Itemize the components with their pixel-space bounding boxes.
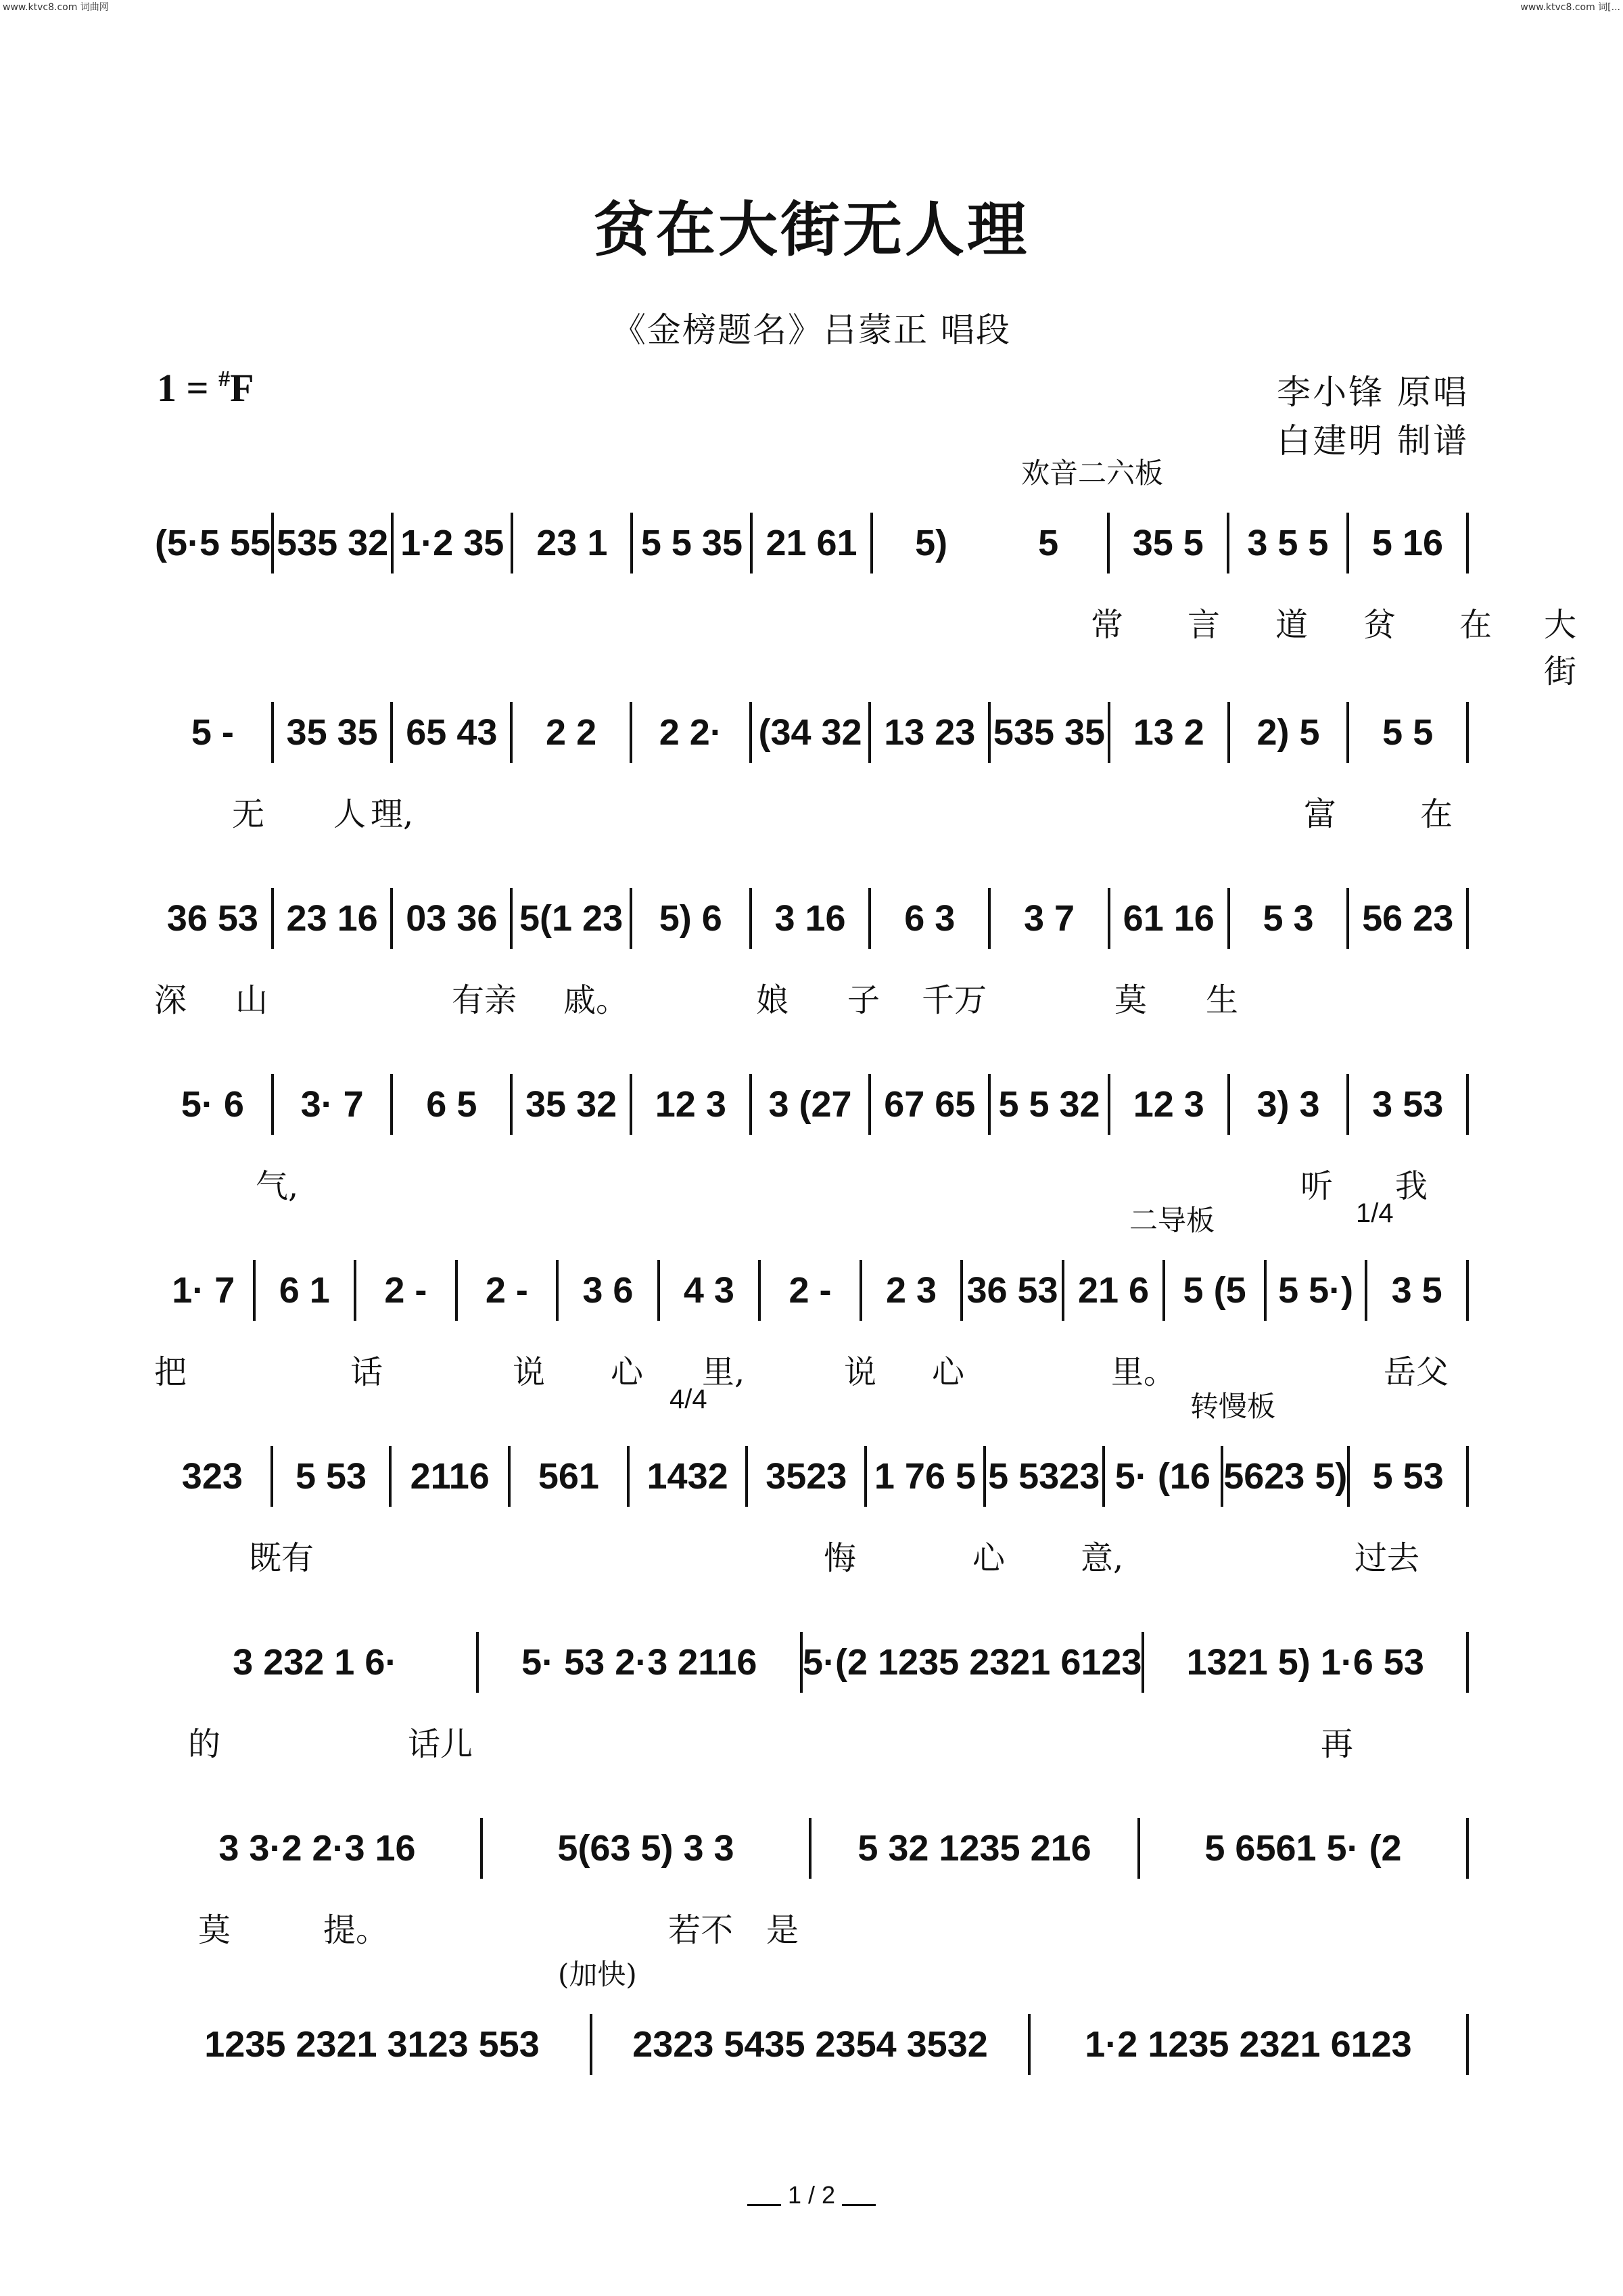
note-group: 5 — [1038, 523, 1059, 563]
lyric: 是 — [766, 1911, 799, 1949]
note-group: 3 6 — [582, 1270, 634, 1311]
notation-row — [154, 1816, 1469, 1881]
note-group: 5 (5 — [1183, 1270, 1246, 1311]
footer-rule-right — [842, 2204, 876, 2206]
sharp-symbol: # — [218, 367, 231, 392]
lyrics-row — [154, 1718, 1469, 1765]
music-system — [154, 1816, 1469, 1951]
lyric: 岳父 — [1384, 1353, 1449, 1391]
key-signature — [157, 365, 254, 411]
note-group: 5 5 — [1382, 712, 1434, 753]
note-group: 5 5323 — [988, 1456, 1100, 1497]
lyric: 里。 — [1111, 1353, 1177, 1391]
tempo-marking: 4/4 — [669, 1384, 707, 1414]
lyric: 过去 — [1355, 1539, 1420, 1577]
bar-line — [1466, 888, 1469, 949]
lyrics-row — [154, 974, 1469, 1021]
lyric: 话儿 — [408, 1725, 473, 1763]
watermark-left: www.ktvc8.com 词曲网 — [3, 2, 109, 13]
note-group: 21 61 — [766, 523, 857, 563]
lyric: 大街 — [1544, 606, 1577, 690]
note-group: 2116 — [410, 1456, 490, 1497]
note-group: 6 5 — [426, 1084, 477, 1125]
note-group: 323 — [181, 1456, 243, 1497]
note-group: 2 - — [789, 1270, 832, 1311]
lyrics-row — [154, 1532, 1469, 1579]
lyric: 提。 — [323, 1911, 389, 1949]
note-group: 35 32 — [525, 1084, 617, 1125]
note-group: 5 5·) — [1278, 1270, 1354, 1311]
note-group: 2323 5435 2354 3532 — [632, 2024, 988, 2065]
note-group: 3523 — [766, 1456, 847, 1497]
tempo-marking: (加快) — [558, 1958, 637, 1991]
note-group: 5 5 35 — [640, 523, 743, 563]
lyric: 山 — [235, 981, 268, 1019]
lyric: 戚。 — [563, 981, 629, 1019]
note-group: 21 6 — [1077, 1270, 1150, 1311]
key-prefix: 1 = — [157, 366, 219, 410]
lyric: 意, — [1081, 1539, 1124, 1577]
note-group: 5 - — [191, 712, 234, 753]
notation-row — [154, 1444, 1469, 1509]
note-group: 5· 6 — [181, 1084, 244, 1125]
lyric: 心 — [611, 1353, 644, 1391]
tempo-marking: 二导板 — [1129, 1204, 1215, 1237]
note-group: 03 36 — [406, 898, 498, 939]
note-group: 5623 5) — [1223, 1456, 1348, 1497]
lyric: 子 — [847, 981, 880, 1019]
note-group: 13 23 — [884, 712, 976, 753]
lyric: 心 — [972, 1539, 1006, 1577]
page-number — [0, 2181, 1623, 2209]
lyrics-row — [154, 788, 1469, 835]
note-group: 23 16 — [286, 898, 378, 939]
note-group: 3 16 — [774, 898, 846, 939]
note-group: 5) 6 — [659, 898, 722, 939]
lyric: 贫 — [1363, 606, 1396, 644]
bar-line — [1466, 1632, 1469, 1693]
note-group: 2 - — [485, 1270, 528, 1311]
notation-row — [154, 511, 1469, 576]
note-group: 36 53 — [166, 898, 258, 939]
note-group: 56 23 — [1362, 898, 1454, 939]
music-system — [154, 1072, 1469, 1207]
note-group: 1·2 35 — [400, 523, 504, 563]
note-group: 2 - — [384, 1270, 427, 1311]
music-system — [154, 1384, 1469, 1579]
notation-row — [154, 1630, 1469, 1695]
lyrics-row — [154, 1904, 1469, 1951]
note-group: 36 53 — [966, 1270, 1058, 1311]
lyric: 若不 — [668, 1911, 734, 1949]
note-group: 3 7 — [1023, 898, 1075, 939]
watermark-right: www.ktvc8.com 词[... — [1520, 2, 1620, 13]
lyric: 言 — [1187, 606, 1221, 644]
note-group: 35 35 — [286, 712, 378, 753]
note-group: 3 53 — [1372, 1084, 1444, 1125]
credit-transcriber: 白建明 制谱 — [1277, 421, 1469, 461]
note-group: 535 32 — [277, 523, 389, 563]
lyric: 把 — [154, 1353, 187, 1391]
note-group: 3) 3 — [1256, 1084, 1320, 1125]
note-group: 5 5 32 — [998, 1084, 1100, 1125]
note-group: 65 43 — [406, 712, 498, 753]
lyric: 理, — [371, 795, 414, 833]
lyric: 我 — [1395, 1167, 1428, 1205]
note-group: 5 16 — [1371, 523, 1444, 563]
lyric: 话 — [350, 1353, 383, 1391]
note-group: 1· 7 — [172, 1270, 235, 1311]
bar-line — [1466, 702, 1469, 763]
note-group: 5) — [915, 523, 948, 563]
note-group: 5· 53 2·3 2116 — [521, 1642, 757, 1683]
lyric: 道 — [1275, 606, 1309, 644]
note-group: 12 3 — [655, 1084, 726, 1125]
note-group: 2 2· — [659, 712, 722, 753]
bar-line — [1466, 1446, 1469, 1507]
lyric: 有亲 — [452, 981, 517, 1019]
note-group: 6 1 — [279, 1270, 330, 1311]
note-group: 2 3 — [885, 1270, 937, 1311]
note-group: 6 3 — [904, 898, 956, 939]
bar-line — [1466, 513, 1469, 573]
key-note: F — [230, 366, 254, 410]
lyric: 生 — [1206, 981, 1239, 1019]
lyric: 悔 — [824, 1539, 857, 1577]
note-group: 1·2 1235 2321 6123 — [1085, 2024, 1412, 2065]
note-group: 3 (27 — [768, 1084, 852, 1125]
note-group: 13 2 — [1133, 712, 1204, 753]
bar-line — [1466, 1260, 1469, 1321]
note-group: 3 5 5 — [1247, 523, 1329, 563]
bar-line — [1466, 1818, 1469, 1879]
note-group: 1321 5) 1·6 53 — [1186, 1642, 1424, 1683]
lyrics-row — [154, 599, 1577, 690]
note-group: 1235 2321 3123 553 — [204, 2024, 540, 2065]
lyric: 的 — [188, 1725, 221, 1763]
lyric: 人 — [333, 795, 367, 833]
note-group: 561 — [538, 1456, 599, 1497]
note-group: 5(1 23 — [519, 898, 624, 939]
music-system — [154, 1198, 1469, 1393]
notation-row — [154, 886, 1469, 951]
note-group: 5 53 — [1372, 1456, 1444, 1497]
note-group: 5 32 1235 216 — [857, 1828, 1091, 1869]
lyric: 千万 — [922, 981, 987, 1019]
music-system — [154, 700, 1469, 835]
lyric: 气, — [256, 1167, 299, 1205]
note-group: 23 1 — [536, 523, 608, 563]
lyric: 深 — [154, 981, 187, 1019]
lyrics-row — [154, 2100, 1469, 2147]
lyric: 既有 — [249, 1539, 314, 1577]
lyrics-row — [154, 1160, 1469, 1207]
note-group: 5(63 5) 3 3 — [557, 1828, 734, 1869]
music-system — [154, 886, 1469, 1021]
note-group: 3 5 — [1391, 1270, 1442, 1311]
note-group: 61 16 — [1123, 898, 1215, 939]
note-group: 5 53 — [295, 1456, 367, 1497]
footer-rule-left — [747, 2204, 781, 2206]
note-group: (34 32 — [758, 712, 862, 753]
note-group: 3 3·2 2·3 16 — [218, 1828, 416, 1869]
page-subtitle: 《金榜题名》吕蒙正 唱段 — [612, 310, 1011, 350]
note-group: 5 3 — [1263, 898, 1314, 939]
tempo-marking: 欢音二六板 — [1021, 456, 1164, 490]
music-system — [154, 456, 1577, 690]
notation-row — [154, 1258, 1469, 1323]
lyric: 说 — [513, 1353, 546, 1391]
bar-line — [1466, 1074, 1469, 1135]
bar-line — [1466, 2014, 1469, 2075]
lyric: 里, — [702, 1353, 745, 1391]
note-group: 535 35 — [993, 712, 1106, 753]
notation-row — [154, 2012, 1469, 2077]
note-group: 3 232 1 6· — [233, 1642, 398, 1683]
note-group: 12 3 — [1133, 1084, 1204, 1125]
note-group: 1432 — [646, 1456, 728, 1497]
lyric: 常 — [1091, 606, 1124, 644]
lyric: 在 — [1420, 795, 1453, 833]
lyric: 在 — [1459, 606, 1492, 644]
tempo-marking: 转慢板 — [1190, 1390, 1276, 1423]
lyric: 莫 — [198, 1911, 231, 1949]
credit-singer: 李小锋 原唱 — [1277, 373, 1469, 412]
note-group: 5 6561 5· (2 — [1204, 1828, 1402, 1869]
note-group: 2 2 — [546, 712, 597, 753]
page-title: 贫在大街无人理 — [593, 194, 1029, 264]
note-group: 35 5 — [1132, 523, 1204, 563]
lyric: 无 — [232, 795, 265, 833]
tempo-marking: 1/4 — [1356, 1198, 1394, 1228]
lyric: 再 — [1321, 1725, 1354, 1763]
music-system — [154, 1630, 1469, 1765]
note-group: (5·5 55 — [154, 523, 271, 563]
lyric: 听 — [1300, 1167, 1334, 1205]
notation-row — [154, 1072, 1469, 1137]
note-group: 4 3 — [683, 1270, 734, 1311]
lyric: 娘 — [756, 981, 789, 1019]
note-group: 67 65 — [884, 1084, 976, 1125]
note-group: 5·(2 1235 2321 6123 — [803, 1642, 1142, 1683]
lyric: 莫 — [1114, 981, 1148, 1019]
lyric: 心 — [932, 1353, 965, 1391]
note-group: 3· 7 — [300, 1084, 364, 1125]
page-number-text: 1 / 2 — [787, 2181, 836, 2209]
lyric: 富 — [1304, 795, 1337, 833]
lyric: 说 — [844, 1353, 877, 1391]
music-system — [154, 1958, 1469, 2147]
note-group: 1 76 5 — [874, 1456, 977, 1497]
note-group: 5· (16 — [1114, 1456, 1210, 1497]
note-group: 2) 5 — [1256, 712, 1320, 753]
notation-row — [154, 700, 1469, 765]
